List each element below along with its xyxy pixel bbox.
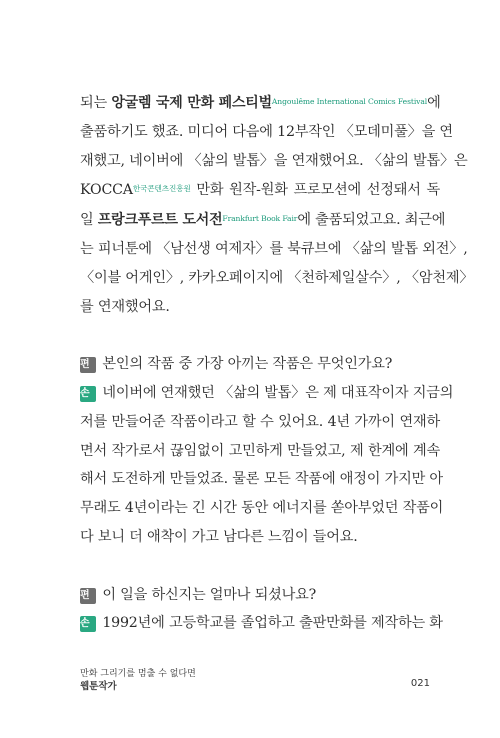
running-footer — [80, 668, 430, 693]
answer-line: 해서 도전하게 만들었죠. 물론 모든 작품에 애정이 가지만 아 — [80, 471, 443, 488]
text-line: 는 피너툰에 〈남선생 여제자〉를 북큐브에 〈삶의 발톱 외전〉, — [80, 240, 468, 257]
question-text: 이 일을 하신지는 얼마나 되셨나요? — [102, 586, 317, 603]
interviewee-badge: 손 — [80, 386, 96, 402]
text-line: 재했고, 네이버에 〈삶의 발톱〉을 연재했어요. 〈삶의 발톱〉은 — [80, 152, 468, 169]
text-line: 출품하기도 했죠. 미디어 다음에 12부작인 〈모데미풀〉을 연 — [80, 123, 453, 140]
kocca-gloss: 한국콘텐츠진흥원 — [132, 184, 191, 194]
text-line: 를 연재했어요. — [80, 298, 170, 315]
text-line: 〈이블 어게인〉, 카카오페이지에 〈천하제일살수〉, 〈암천제〉 — [80, 269, 474, 286]
answer-text: 1992년에 고등학교를 졸업하고 출판만화를 제작하는 화 — [102, 615, 443, 632]
festival-gloss: Angoulême International Comics Festival — [271, 97, 428, 106]
text-run: 에 출품되었고요. 최근에 — [297, 212, 446, 229]
book-fair-gloss: Frankfurt Book Fair — [222, 214, 298, 224]
answer-text: 네이버에 연재했던 〈삶의 발톱〉은 제 대표작이자 지금의 — [102, 384, 454, 401]
book-fair-name: 프랑크푸르트 도서전 — [97, 212, 223, 229]
question-text: 본인의 작품 중 가장 아끼는 작품은 무엇인가요? — [102, 356, 393, 373]
answer-line: 면서 작가로서 끊임없이 고민하게 만들었고, 제 한계에 계속 — [80, 442, 440, 459]
page-number: 021 — [410, 678, 430, 689]
paragraph-gap — [80, 321, 440, 350]
answer-line — [80, 379, 454, 408]
kocca-name: KOCCA — [80, 182, 133, 199]
text-line — [80, 205, 446, 235]
text-run: 되는 — [80, 95, 112, 111]
text-run: 에 — [427, 95, 441, 111]
answer-line — [80, 609, 443, 638]
question-line — [80, 581, 440, 610]
book-title: 웹툰작가 — [80, 681, 117, 692]
answer-line: 다 보니 더 애착이 가고 남다른 느낌이 들어요. — [80, 528, 358, 545]
text-run: 만화 원작-원화 프로모션에 선정돼서 독 — [190, 182, 440, 199]
text-line — [80, 88, 440, 118]
body-text — [80, 88, 474, 638]
interviewee-badge: 손 — [80, 616, 96, 632]
interviewer-badge: 편 — [80, 357, 96, 373]
answer-line: 무래도 4년이라는 긴 시간 동안 에너지를 쏟아부었던 작품이 — [80, 500, 444, 517]
question-line — [80, 350, 440, 379]
book-subtitle: 만화 그리기를 멈출 수 없다면 — [80, 669, 196, 679]
answer-line: 저를 만들어준 작품이라고 할 수 있어요. 4년 가까이 연재하 — [80, 413, 440, 430]
interviewer-badge: 편 — [80, 588, 96, 604]
festival-name: 앙굴렘 국제 만화 페스티벌 — [111, 95, 272, 111]
text-run: 일 — [80, 212, 98, 229]
paragraph-gap — [80, 552, 440, 581]
text-line — [80, 175, 440, 205]
